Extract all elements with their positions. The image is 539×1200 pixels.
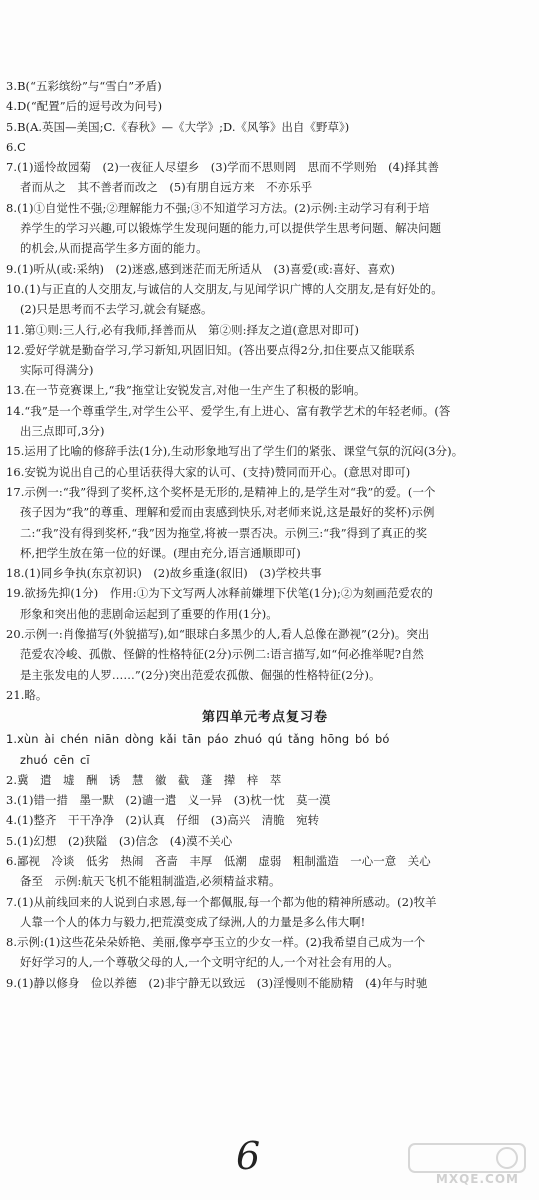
- answer-line: 形象和突出他的悲剧命运起到了重要的作用(1分)。: [20, 606, 278, 621]
- answer-line: 备至 示例:航天飞机不能粗制滥造,必须精益求精。: [20, 874, 281, 889]
- answer-line: 4.(1)整齐 干干净净 (2)认真 仔细 (3)高兴 清脆 宛转: [6, 813, 320, 828]
- answer-line: 孩子因为“我”的尊重、理解和爱而由衷感到快乐,对老师来说,这是最好的奖杯)示例: [20, 505, 435, 520]
- answer-line: 14.“我”是一个尊重学生,对学生公平、爱学生,有上进心、富有教学艺术的年轻老师。(答: [6, 403, 451, 418]
- page-number: 6: [236, 1134, 261, 1178]
- answer-line: 21.略。: [6, 687, 48, 702]
- answer-line: 人靠一个人的体力与毅力,把荒漠变成了绿洲,人的力量是多么伟大啊!: [20, 914, 366, 929]
- answer-line: 6.鄙视 冷谈 低劣 热闹 吝啬 丰厚 低潮 虚弱 粗制滥造 一心一意 关心: [6, 853, 431, 868]
- answer-line: 范爱农冷峻、孤傲、怪僻的性格特征(2分)示例二:语言描写,如“何必推举呢?自然: [20, 647, 424, 662]
- answer-line: 9.(1)静以修身 俭以养德 (2)非宁静无以致远 (3)淫慢则不能励精 (4)年与时驰: [6, 975, 428, 990]
- answer-line: 5.B(A.英国—美国;C.《春秋》—《大学》;D.《风筝》出自《野草》): [6, 119, 350, 134]
- pinyin-answers: [6, 729, 524, 770]
- answer-line: 11.第①则:三人行,必有我师,择善而从 第②则:择友之道(意思对即可): [6, 322, 360, 337]
- answer-line: 3.B(“五彩缤纷”与“雪白”矛盾): [6, 79, 162, 93]
- answer-line: 12.爱好学就是勤奋学习,学习新知,巩固旧知。(答出要点得2分,扣住要点又能联系: [6, 342, 416, 357]
- answer-line: 7.(1)从前线回来的人说到白求恩,每一个都佩服,每一个都为他的精神所感动。(2)牧羊: [6, 894, 437, 909]
- answer-content: [6, 76, 524, 993]
- answer-line: 好好学习的人,一个尊敬父母的人,一个文明守纪的人,一个对社会有用的人。: [20, 955, 399, 970]
- answer-line: 出三点即可,3分): [20, 424, 105, 439]
- answer-line: 7.(1)遥怜故园菊 (2)一夜征人尽望乡 (3)学而不思则罔 思而不学则殆 (4)择其善: [6, 160, 440, 175]
- answer-line: 18.(1)同乡争执(东京初识) (2)故乡重逢(叙旧) (3)学校共事: [6, 566, 322, 581]
- unit-four-answers: [6, 770, 524, 993]
- pinyin-line: 1.xùn ài chén niān dòng kǎi tān páo zhuó qú tǎng hōng bó bó: [6, 732, 390, 747]
- watermark-logo: [407, 1142, 527, 1186]
- answer-line: 5.(1)幻想 (2)狭隘 (3)信念 (4)漠不关心: [6, 833, 233, 848]
- answer-line: 20.示例一:肖像描写(外貌描写),如“眼球白多黑少的人,看人总像在渺视”(2分)。突出: [6, 627, 430, 642]
- answer-line: 17.示例一:“我”得到了奖杯,这个奖杯是无形的,是精神上的,是学生对“我”的爱。(一个: [6, 484, 436, 499]
- answer-line: 二:“我”没有得到奖杯,“我”因为拖堂,将被一票否决。示例三:“我”得到了真正的奖: [20, 525, 428, 540]
- answer-line: 16.安锐为说出自己的心里话获得大家的认可、(支持)赞同而开心。(意思对即可): [6, 464, 411, 479]
- answer-line: 的机会,从而提高学生多方面的能力。: [20, 241, 208, 256]
- answer-line: 者而从之 其不善者而改之 (5)有朋自远方来 不亦乐乎: [20, 180, 313, 195]
- answer-line: 2.冀 遣 墟 酬 诱 慧 徽 截 蓬 撵 梓 萃: [6, 772, 282, 787]
- answer-line: 13.在一节竞赛课上,“我”拖堂让安锐发言,对他一生产生了积极的影响。: [6, 383, 366, 398]
- answer-line: 3.(1)错一措 墨一默 (2)谴一遣 义一异 (3)枕一忱 莫一漠: [6, 793, 331, 808]
- answer-line: 实际可得满分): [20, 363, 94, 378]
- section-title: 第四单元考点复习卷: [201, 710, 328, 726]
- unit-three-answers: [6, 76, 524, 705]
- answer-line: 9.(1)听从(或:采纳) (2)迷惑,感到迷茫而无所适从 (3)喜爱(或:喜好、喜欢): [6, 261, 395, 276]
- watermark-text: MXQE.COM: [435, 1172, 519, 1186]
- answer-line: 6.C: [6, 139, 26, 154]
- answer-line: 10.(1)与正直的人交朋友,与诚信的人交朋友,与见闻学识广博的人交朋友,是有好处的。: [6, 281, 443, 296]
- answer-line: 19.欲扬先抑(1分) 作用:①为下文写两人冰释前嫌埋下伏笔(1分);②为刻画范爱农的: [6, 586, 433, 601]
- pinyin-line: zhuó cēn cī: [20, 752, 90, 767]
- answer-line: 8.(1)①自觉性不强;②理解能力不强;③不知道学习方法。(2)示例:主动学习有利于培: [6, 200, 430, 215]
- answer-line: 养学生的学习兴趣,可以锻炼学生发现问题的能力,可以提供学生思考问题、解决问题: [20, 221, 442, 236]
- answer-line: 8.示例:(1)这些花朵朵娇艳、美丽,像亭亭玉立的少女一样。(2)我希望自己成为一个: [6, 935, 426, 950]
- answer-line: 是主张发电的人罗……”(2分)突出范爱农孤傲、倔强的性格特征(2分)。: [20, 667, 381, 682]
- answer-line: 杯,把学生放在第一位的好课。(理由充分,语言通顺即可): [20, 545, 301, 560]
- answer-line: 4.D(“配置”后的逗号改为问号): [6, 99, 163, 114]
- answer-line: 15.运用了比喻的修辞手法(1分),生动形象地写出了学生们的紧张、课堂气氛的沉闷(3分)。: [6, 444, 464, 459]
- answer-line: (2)只是思考而不去学习,就会有疑惑。: [20, 302, 213, 317]
